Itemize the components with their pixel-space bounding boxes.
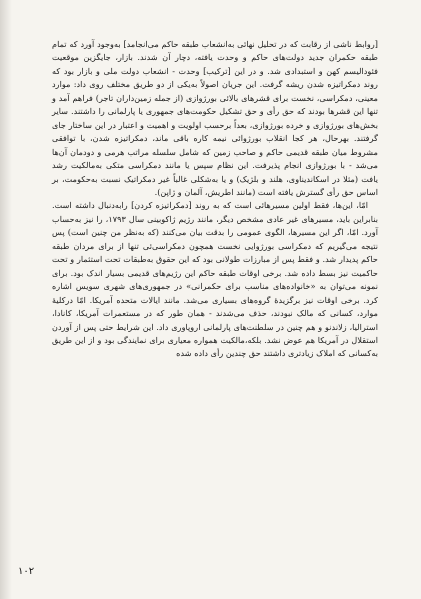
paragraph-1: [روابط ناشی از رقابت که در تحلیل نهائی به‌انشعاب طبقه حاکم می‌انجامد] به‌وجود آورد که تمام طبقه حکمران جدید دولت‌های حاکم و وحدت یافته، دچار آن شدند. بازار، جایگزین موقعیت فئودالیسم کهن و استبدادی شد. و در این [ترکیب] وحدت - انشعاب دولت ملی و بازار بود که روند دمکراتیزه شدن ریشه گرفت. این جریان اصولاً به‌یکی از دو طریق مختلف روی داد: موارد معینی، دمکراسی، نخست برای قشرهای بالائی بورژوازی (از جمله زمین‌داران تاجر) فراهم آمد و تنها این قشرها بودند که حق رأی و حق تشکیل حکومت‌های جمهوری یا پارلمانی را داشتند. سایر بخش‌های بورژوازی و خرده بورژوازی، بعداً برحسب اولویت و اهمیت و اعتبار در این ساختار جای گرفتند. بهرحال، هر کجا انقلاب بورژوائی نیمه کاره باقی ماند، دمکراتیزه شدن، با توافقی مشروط میان طبقه قدیمی حاکم و صاحب زمین که شامل سلسله مراتب هرمی و دودمان آن‌ها می‌شد - با بورژوازی انجام پذیرفت. این نظام سپس یا مانند دمکراسی متکی به‌مالکیت رشد یافت (مثلا در اسکاندیناوی، هلند و بلژیک) و یا به‌شکلی غالباً غیر دمکراتیک نسبت به‌حکومت، بر اساس حق رأی گسترش یافته است (مانند اطریش، آلمان و ژاپن). [52, 39, 378, 197]
page-binding-shadow [0, 0, 12, 599]
page-number: ۱۰۲ [18, 566, 35, 577]
body-text [52, 38, 378, 361]
paragraph-2: امّا، این‌ها، فقط اولین مسیرهائی است که به روند [دمکراتیزه کردن] رابه‌دنبال داشته است. بنابراین باید، مسیرهای غیر عادی مشخص دیگر، مانند رژیم ژاکوبینی سال ۱۷۹۳، را نیز به‌حساب آورد. امّا، اگر این مسیرها، الگوی عمومی را بدقت بیان می‌کنند (که به‌نظر من چنین است) پس نتیجه می‌گیریم که دمکراسی بورژوایی نخست همچون دمکراسی‌ئی تنها از برای مردان طبقه حاکم پدیدار شد. و فقط پس از مبارزات طولانی بود که این حقوق به‌طبقات تحت استثمار و تحت حاکمیت نیز بسط داده شد. برخی اوقات طبقه حاکم این رژیم‌های قدیمی بسیار اندک بود. برای نمونه می‌توان به «خانواده‌های مناسب برای حکمرانی» در جمهوری‌های شهری سویس اشاره کرد. برخی اوقات نیز برگزیدهٔ گروه‌های بسیاری می‌شد. مانند ایالات متحده آمریکا. امّا درکلیهٔ موارد، کسانی که مالک نبودند، حذف می‌شدند - همان طور که در مستعمرات آمریکا، کانادا، استرالیا، زلاندنو و هم چنین در سلطنت‌های پارلمانی اروپاوری داد. این شرایط حتی پس از آوردن استقلال در آمریکا هم عوض نشد. بلکه،مالکیت همواره معیاری برای نمایندگی بود و از این طریق به‌کسانی که املاک زیادتری داشتند حق چندین رأی داده شده [52, 200, 378, 359]
